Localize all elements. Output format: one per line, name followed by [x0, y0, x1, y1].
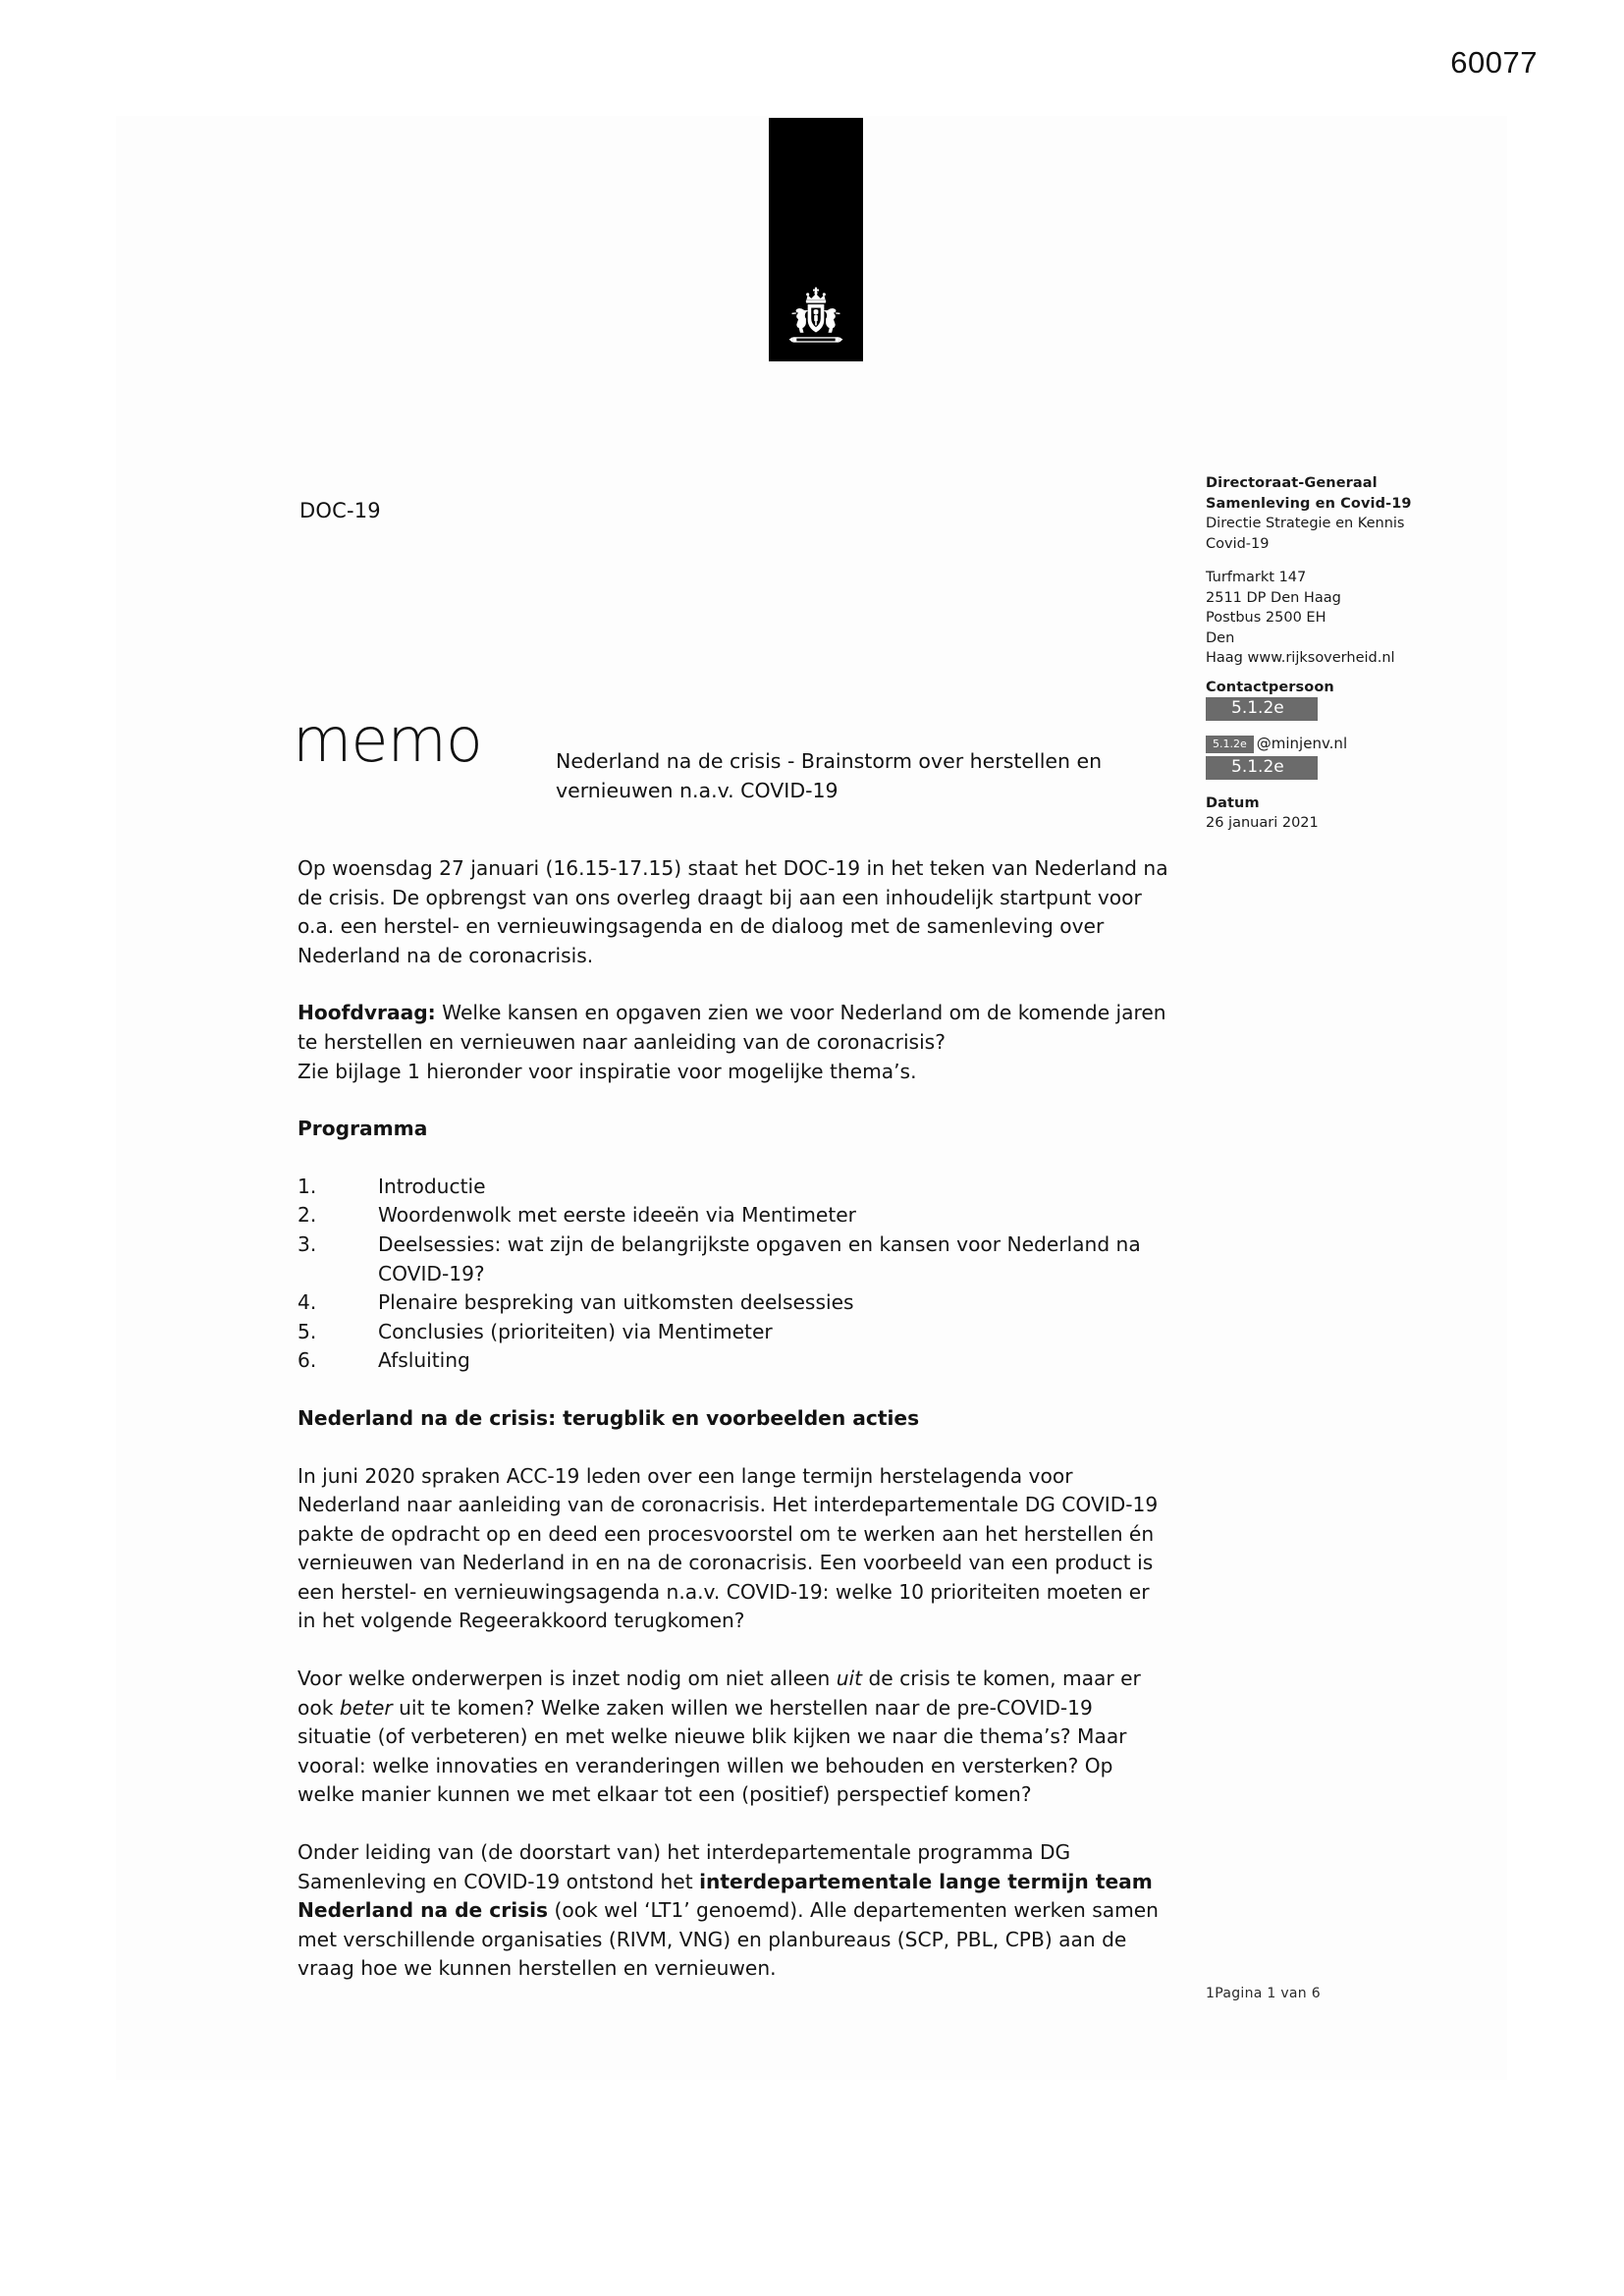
list-item-label: Afsluiting	[378, 1348, 470, 1373]
spacer	[1206, 780, 1471, 793]
programma-heading: Programma	[298, 1117, 428, 1141]
paragraph-lt1-team	[298, 1838, 1171, 1984]
memo-heading: memo	[293, 704, 482, 776]
list-item-label: Plenaire bespreking van uitkomsten deelsessies	[378, 1290, 854, 1315]
redaction-badge-phone: 5.1.2e	[1206, 756, 1318, 780]
uit-text-3: uit te komen? Welke zaken willen we herstellen naar de pre-COVID-19 situatie (of verbeteren) en met welke nieuwe blik kijken we naar die thema’s? Maar vooral: welke innovaties en veranderingen willen we behouden en versterken? Op welke manier kunnen we met elkaar tot een (positief) perspectief komen?	[298, 1695, 1127, 1807]
paragraph-terugblik: In juni 2020 spraken ACC-19 leden over een lange termijn herstelagenda voor Nederland naar aanleiding van de coronacrisis. Het interdepartementale DG COVID-19 pakte de opdracht op en deed een procesvoorstel om te werken aan het herstellen én vernieuwen van Nederland in en na de coronacrisis. Een voorbeeld van een product is een herstel- en vernieuwingsagenda n.a.v. COVID-19: welke 10 prioriteiten moeten er in het volgende Regeerakkoord terugkomen?	[298, 1463, 1159, 1633]
spacer	[1206, 554, 1471, 568]
address-line-3: Postbus 2500 EH	[1206, 610, 1326, 626]
memo-body	[298, 854, 1171, 2012]
email-domain: @minjenv.nl	[1256, 735, 1348, 752]
address-line-2: 2511 DP Den Haag	[1206, 589, 1341, 606]
org-line-1: Directoraat-Generaal	[1206, 475, 1378, 491]
uit-emphasis-1: uit	[836, 1667, 863, 1691]
redaction-badge-contactpersoon: 5.1.2e	[1206, 697, 1318, 721]
dept-line-1: Directie Strategie en Kennis	[1206, 516, 1405, 531]
address-line-5: Haag www.rijksoverheid.nl	[1206, 650, 1395, 666]
email-row	[1206, 734, 1471, 755]
list-item	[298, 1173, 1171, 1202]
hoofdvraag-text: Welke kansen en opgaven zien we voor Nederland om de komende jaren te herstellen en vernieuwen naar aanleiding van de coronacrisis?	[298, 1001, 1166, 1054]
contactpersoon-value-row	[1206, 697, 1471, 721]
paragraph-intro: Op woensdag 27 januari (16.15-17.15) staat het DOC-19 in het teken van Nederland na de crisis. De opbrengst van ons overleg draagt bij aan een inhoudelijk startpunt voor o.a. een herstel- en vernieuwingsagenda en de dialoog met de samenleving over Nederland na de coronacrisis.	[298, 856, 1168, 967]
address-line-4: Den	[1206, 629, 1235, 646]
scan-id-number: 60077	[1450, 45, 1538, 80]
lt1-text-1: Onder leiding van (de doorstart van) het interdepartementale programma DG Samenleving en COVID-19 ontstond het	[298, 1840, 1071, 1893]
uit-text-1: Voor welke onderwerpen is inzet nodig om niet alleen	[298, 1667, 837, 1691]
list-item	[298, 1201, 1171, 1230]
redaction-badge-email-local: 5.1.2e	[1206, 736, 1254, 753]
list-item-number: 5.	[298, 1319, 317, 1343]
uit-emphasis-2: beter	[339, 1695, 393, 1720]
list-item-number: 1.	[298, 1174, 317, 1198]
page-footer: 1Pagina 1 van 6	[1206, 1986, 1321, 2001]
phone-row	[1206, 756, 1471, 780]
uit-text-2: de crisis te komen, maar er ook	[298, 1667, 1141, 1720]
paragraph-hoofdvraag	[298, 999, 1171, 1057]
list-item	[298, 1288, 1171, 1318]
sender-info-sidebar	[1206, 473, 1471, 834]
programma-list	[298, 1173, 1171, 1376]
list-item	[298, 1346, 1171, 1376]
document-label: DOC-19	[299, 499, 381, 522]
list-item-number: 3.	[298, 1231, 317, 1256]
spacer	[1206, 669, 1471, 678]
list-item-label: Deelsessies: wat zijn de belangrijkste opgaven en kansen voor Nederland na COVID-19?	[378, 1231, 1141, 1285]
list-item-number: 4.	[298, 1290, 317, 1315]
paragraph-bijlage-note: Zie bijlage 1 hieronder voor inspiratie voor mogelijke thema’s.	[298, 1059, 917, 1083]
list-item-label: Woordenwolk met eerste ideeën via Mentimeter	[378, 1203, 856, 1228]
hoofdvraag-label: Hoofdvraag:	[298, 1001, 436, 1025]
rijksoverheid-logo-block	[769, 118, 863, 361]
list-item	[298, 1318, 1171, 1347]
contactpersoon-label: Contactpersoon	[1206, 679, 1334, 695]
list-item-number: 2.	[298, 1203, 317, 1228]
dutch-national-coat-of-arms-icon	[781, 287, 851, 348]
lt1-text-2: (ook wel ‘LT1’ genoemd). Alle departementen werken samen met verschillende organisaties (RIVM, VNG) en planbureaus (SCP, PBL, CPB) aan de vraag hoe we kunnen herstellen en vernieuwen.	[298, 1898, 1159, 1981]
paragraph-uit-beter	[298, 1665, 1171, 1810]
terugblik-heading: Nederland na de crisis: terugblik en voorbeelden acties	[298, 1405, 920, 1430]
list-item-number: 6.	[298, 1348, 317, 1373]
address-line-1: Turfmarkt 147	[1206, 570, 1307, 585]
list-item-label: Introductie	[378, 1174, 486, 1198]
list-item-label: Conclusies (prioriteiten) via Mentimeter	[378, 1319, 773, 1343]
org-line-2: Samenleving en Covid-19	[1206, 495, 1412, 512]
dept-line-2: Covid-19	[1206, 535, 1270, 552]
list-item	[298, 1230, 1171, 1288]
datum-value: 26 januari 2021	[1206, 815, 1319, 831]
lt1-team-name: interdepartementale lange termijn team Nederland na de crisis	[298, 1869, 1153, 1923]
datum-label: Datum	[1206, 794, 1260, 811]
memo-subtitle: Nederland na de crisis - Brainstorm over herstellen en vernieuwen n.a.v. COVID-19	[556, 749, 1103, 802]
